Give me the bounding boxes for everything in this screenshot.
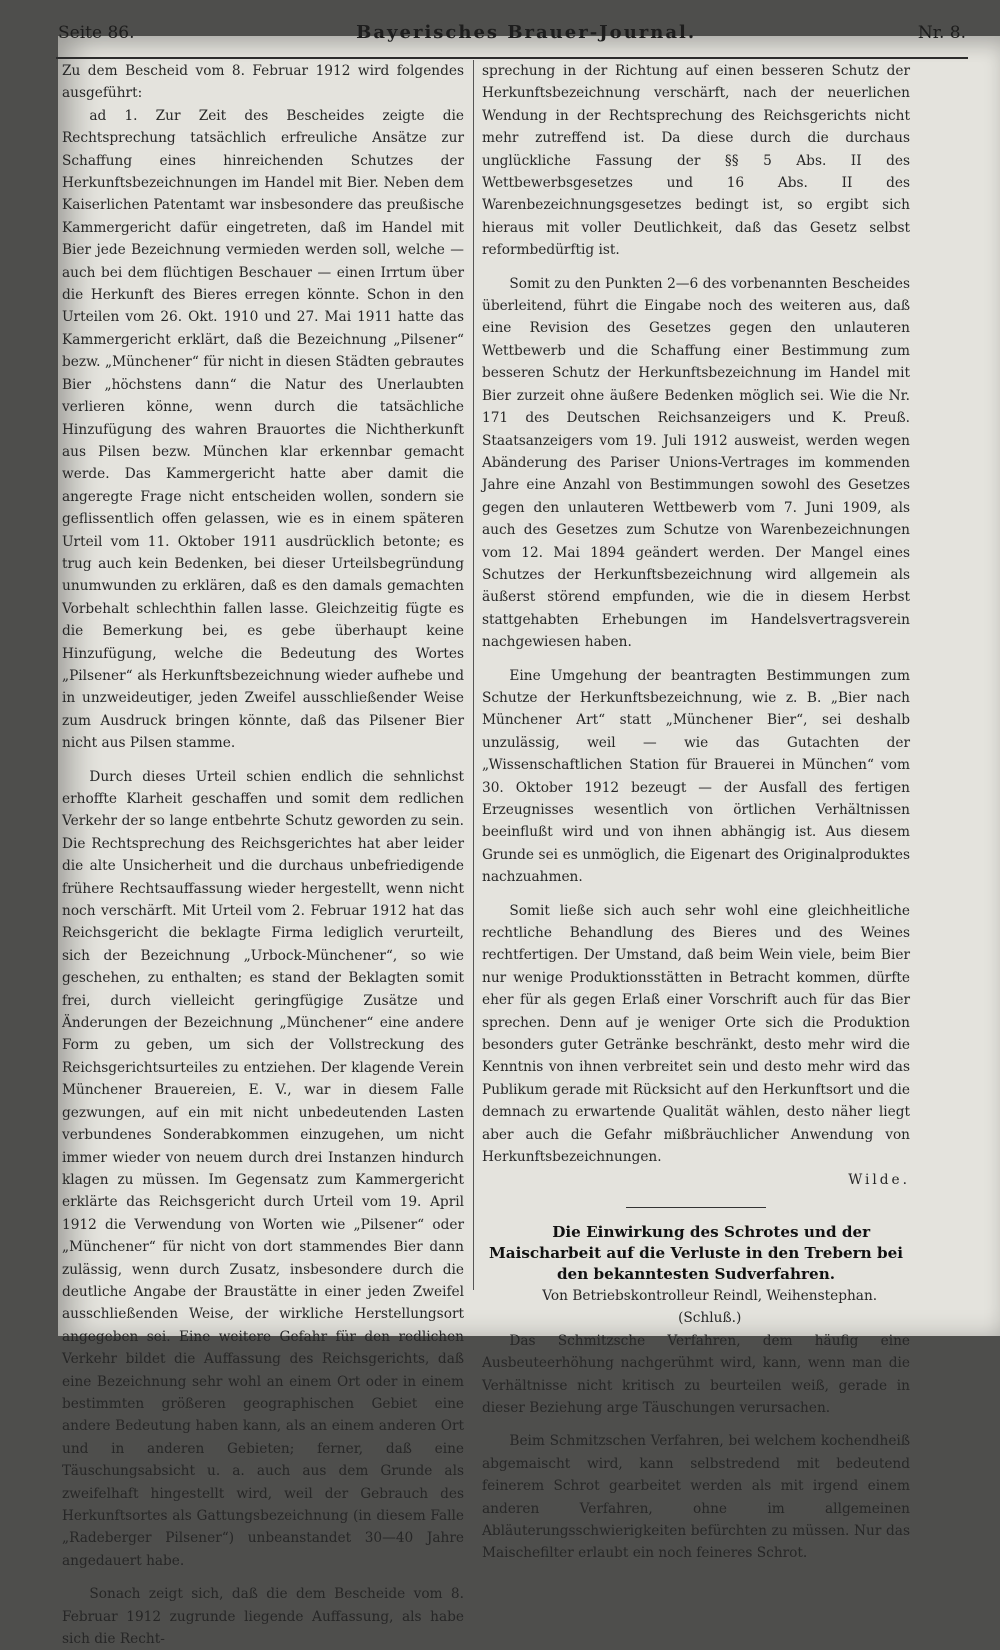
right-column	[482, 60, 910, 1565]
paragraph: Das Schmitzsche Verfahren, dem häufig eine Ausbeuteerhöhung nachgerühmt wird, kann, wenn man die Verhältnisse nicht kritisch zu beurteilen weiß, gerade in dieser Beziehung arge Täuschungen verursachen.	[482, 1332, 910, 1416]
paragraph: Sonach zeigt sich, daß die dem Bescheide vom 8. Februar 1912 zugrunde liegende Auffassung, als habe sich die Recht-	[62, 1586, 464, 1648]
column-divider	[473, 60, 474, 1290]
author-signature: Wilde.	[848, 1171, 910, 1188]
header-rule	[56, 57, 968, 59]
article-byline: Von Betriebskontrolleur Reindl, Weihenstephan.	[542, 1287, 878, 1304]
paragraph: ad 1. Zur Zeit des Bescheides zeigte die Rechtsprechung tatsächlich erfreuliche Ansätze zur Schaffung eines hinreichenden Schutzes der Herkunftsbezeichnungen im Handel mit Bier. Neben dem Kaiserlichen Patentamt war insbesondere das preußische Kammergericht dafür eingetreten, daß im Handel mit Bier jede Bezeichnung vermieden werden soll, welche — auch bei dem flüchtigen Beschauer — einen Irrtum über die Herkunft des Bieres erregen könnte. Schon in den Urteilen vom 26. Okt. 1910 und 27. Mai 1911 hatte das Kammergericht erklärt, daß die Bezeichnung „Pilsener“ bezw. „Münchener“ für nicht in diesen Städten gebrautes Bier „höchstens dann“ die Natur des Unerlaubten verlieren könne, wenn durch die tatsächliche Hinzufügung des wahren Brauortes die Nichtherkunft aus Pilsen bezw. München klar erkennbar gemacht werde. Das Kammergericht hatte aber damit die angeregte Frage nicht entscheiden wollen, sondern sie geflissentlich offen gelassen, wie es in einem späteren Urteil vom 11. Oktober 1911 ausdrücklich betonte; es trug auch kein Bedenken, bei dieser Urteilsbegründung unumwunden zu erklären, daß es den damals gemachten Vorbehalt schlechthin fallen lasse. Gleichzeitig fügte es die Bemerkung bei, es gebe überhaupt keine Hinzufügung, welche die Bedeutung des Wortes „Pilsener“ als Herkunftsbezeichnung wieder aufhebe und in unzweideutiger, jeden Zweifel ausschließender Weise zum Ausdruck bringen könnte, daß das Pilsener Bier nicht aus Pilsen stamme.	[62, 107, 464, 752]
issue-number: Nr. 8.	[917, 23, 966, 43]
journal-title: Bayerisches Brauer-Journal.	[356, 22, 697, 43]
left-column	[62, 60, 464, 1650]
paragraph: Durch dieses Urteil schien endlich die sehnlichst erhoffte Klarheit geschaffen und somit dem redlichen Verkehr der so lange entbehrte Schutz geworden zu sein. Die Rechtsprechung des Reichsgerichtes hat aber leider die alte Unsicherheit und die durchaus unbefriedigende frühere Rechtsauffassung wieder hergestellt, wenn nicht noch verschärft. Mit Urteil vom 2. Februar 1912 hat das Reichsgericht die beklagte Firma lediglich verurteilt, sich der Bezeichnung „Urbock-Münchener“, so wie geschehen, zu enthalten; es stand der Beklagten somit frei, durch vielleicht geringfügige Zusätze und Änderungen der Bezeichnung „Münchener“ eine andere Form zu geben, um sich der Vollstreckung des Reichsgerichtsurteiles zu entziehen. Der klagende Verein Münchener Brauereien, E. V., war in diesem Falle gezwungen, auf ein mit nicht unbedeutenden Lasten verbundenes Sonderabkommen einzugehen, um nicht immer wieder von neuem durch drei Instanzen hindurch klagen zu müssen. Im Gegensatz zum Kammergericht erklärte das Reichsgericht durch Urteil vom 19. April 1912 die Verwendung von Worten wie „Pilsener“ oder „Münchener“ für nicht von dort stammendes Bier dann zulässig, wenn durch Zusatz, insbesondere durch die deutliche Angabe der Braustätte in einer jeden Zweifel ausschließenden Weise, der wirkliche Herstellungsort angegeben sei. Eine weitere Gefahr für den redlichen Verkehr bildet die Auffassung des Reichsgerichts, daß eine Bezeichnung sehr wohl an einem Ort oder in einem bestimmten größeren geographischen Gebiet eine andere Bedeutung haben kann, als an einem anderen Ort und in anderen Gebieten; ferner, daß eine Täuschungsabsicht u. a. auch aus dem Grunde als zweifelhaft hingestellt wird, weil der Gebrauch des Herkunftsortes als Gattungsbezeichnung (in diesem Falle „Radeberger Pilsener“) unbeanstandet 30—40 Jahre angedauert habe.	[62, 768, 464, 1569]
paragraph: Zu dem Bescheid vom 8. Februar 1912 wird folgendes ausgeführt:	[62, 63, 464, 102]
paragraph: Somit ließe sich auch sehr wohl eine gleichheitliche rechtliche Behandlung des Bieres und des Weines rechtfertigen. Der Umstand, daß beim Wein viele, beim Bier nur wenige Produktionsstätten in Betracht kommen, dürfte eher für als gegen Erlaß einer Vorschrift auch für das Bier sprechen. Denn auf je weniger Orte sich die Produktion besonders guter Getränke beschränkt, desto mehr wird die Kenntnis von ihnen verbreitet sein und desto mehr wird das Publikum gerade mit Rücksicht auf den Herkunftsort und die demnach zu erwartende Qualität wählen, desto näher liegt aber auch die Gefahr mißbräuchlicher Anwendung von Herkunftsbezeichnungen.	[482, 902, 910, 1166]
page-header	[58, 22, 966, 52]
section-divider	[626, 1207, 766, 1208]
paragraph: sprechung in der Richtung auf einen besseren Schutz der Herkunftsbezeichnung verschärft, nach der neuerlichen Wendung in der Rechtsprechung des Reichsgerichts nicht mehr zutreffend ist. Da diese durch die durchaus unglückliche Fassung der §§ 5 Abs. II des Wettbewerbsgesetzes und 16 Abs. II des Warenbezeichnungsgesetzes bedingt ist, so ergibt sich hieraus mit voller Deutlichkeit, daß das Gesetz selbst reformbedürftig ist.	[482, 63, 910, 259]
paragraph: Beim Schmitzschen Verfahren, bei welchem kochendheiß abgemaischt wird, kann selbstredend mit bedeutend feinerem Schrot gearbeitet werden als mit irgend einem anderen Verfahren, ohne im allgemeinen Abläuterungsschwierigkeiten befürchten zu müssen. Nur das Maischefilter erlaubt ein noch feineres Schrot.	[482, 1433, 910, 1562]
article-title: Die Einwirkung des Schrotes und der Maischarbeit auf die Verluste in den Trebern bei den bekanntesten Sudverfahren.	[488, 1222, 904, 1283]
paragraph: Somit zu den Punkten 2—6 des vorbenannten Bescheides überleitend, führt die Eingabe noch des weiteren aus, daß eine Revision des Gesetzes gegen den unlauteren Wettbewerb und die Schaffung einer Bestimmung zum besseren Schutz der Herkunftsbezeichnung im Handel mit Bier zurzeit ohne äußere Bedenken möglich sei. Wie die Nr. 171 des Deutschen Reichsanzeigers und K. Preuß. Staatsanzeigers vom 19. Juli 1912 ausweist, werden wegen Abänderung des Pariser Unions-Vertrages im kommenden Jahre eine Anzahl von Bestimmungen sowohl des Gesetzes gegen den unlauteren Wettbewerb vom 7. Juni 1909, als auch des Gesetzes zum Schutze von Warenbezeichnungen vom 12. Mai 1894 geändert werden. Der Mangel eines Schutzes der Herkunftsbezeichnung wird allgemein als äußerst störend empfunden, wie die in diesem Herbst stattgehabten Erhebungen im Handelsvertragsverein nachgewiesen haben.	[482, 275, 910, 651]
page-number: Seite 86.	[58, 23, 135, 43]
article-conclusion-note: (Schluß.)	[678, 1310, 742, 1327]
paragraph: Eine Umgehung der beantragten Bestimmungen zum Schutze der Herkunftsbezeichnung, wie z. B. „Bier nach Münchener Art“ statt „Münchener Bier“, sei deshalb unzulässig, weil — wie das Gutachten der „Wissenschaftlichen Station für Brauerei in München“ vom 30. Oktober 1912 bezeugt — der Ausfall des fertigen Erzeugnisses wesentlich von örtlichen Verhältnissen beeinflußt wird und von ihnen abhängig ist. Aus diesem Grunde sei es unmöglich, die Eigenart des Originalproduktes nachzuahmen.	[482, 667, 910, 886]
